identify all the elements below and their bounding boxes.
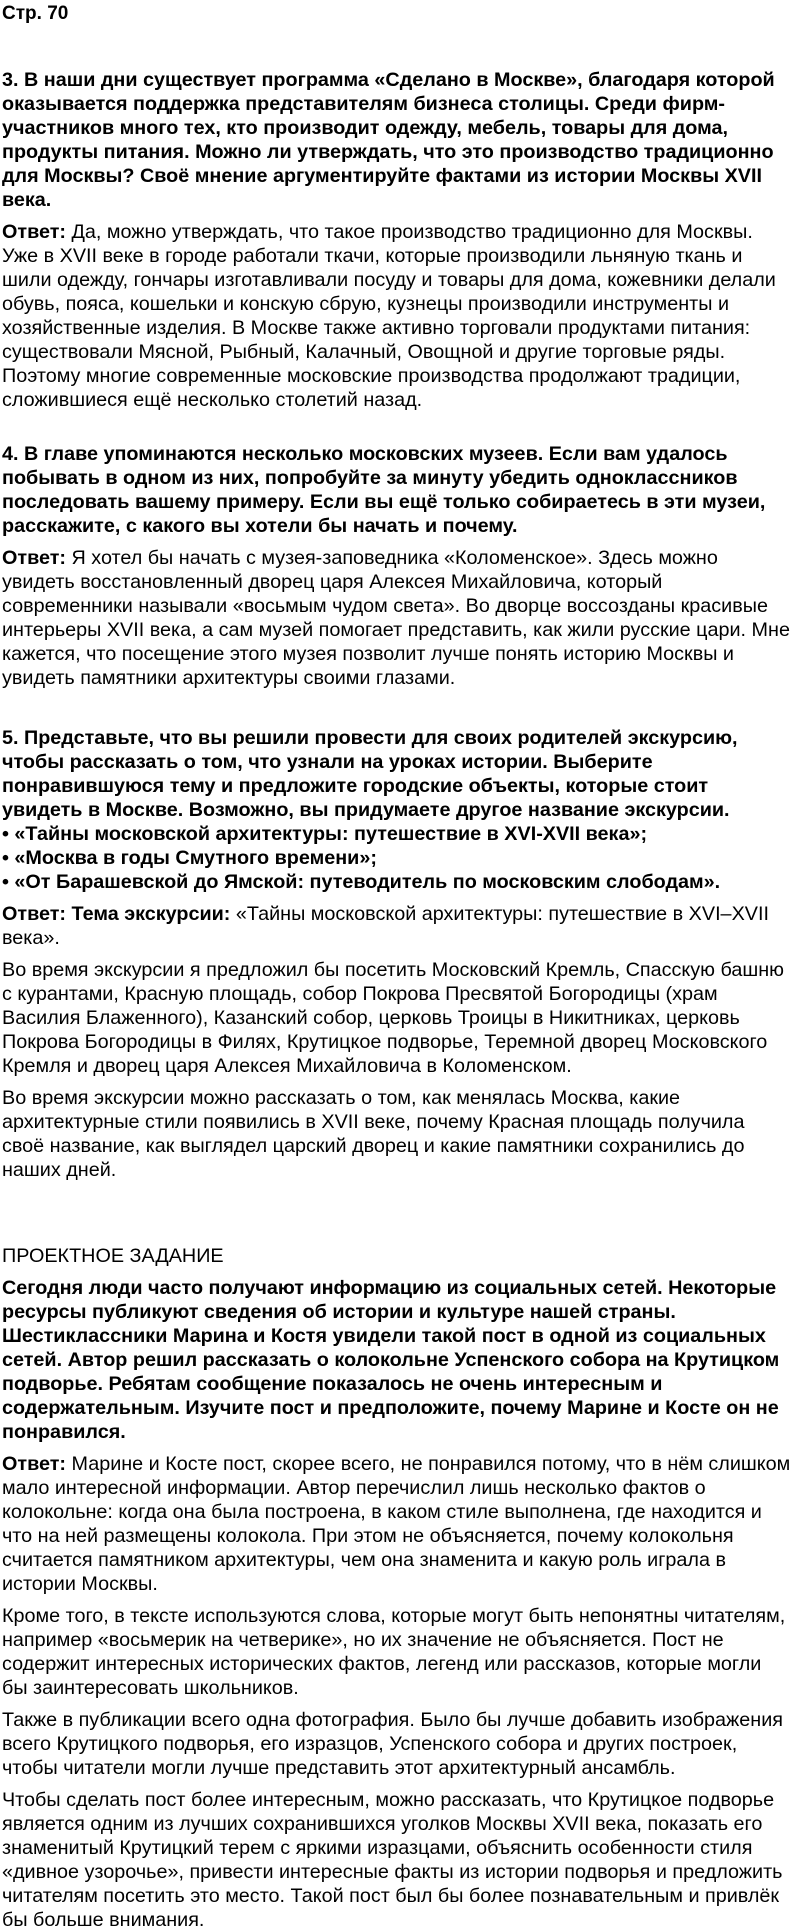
task-4-question: 4. В главе упоминаются несколько московских музеев. Если вам удалось побывать в одном из них, попробуйте за минуту убедить одноклассников последовать вашему примеру. Если вы ещё только собираетесь в эти музеи, расскажите, с какого вы хотели бы начать и почему.: [2, 443, 766, 537]
excursion-option: • «От Барашевской до Ямской: путеводитель по московским слободам».: [2, 871, 721, 893]
task-5-question: 5. Представьте, что вы решили провести для своих родителей экскурсию, чтобы рассказать о том, что узнали на уроках истории. Выберите понравившуюся тему и предложите городские объекты, которые стоит увидеть в Москве. Возможно, вы придумаете другое название экскурсии.: [2, 727, 738, 821]
project-paragraph: Также в публикации всего одна фотография. Было бы лучше добавить изображения всего Крутицкого подворья, его изразцов, Успенского собора и других построек, чтобы читатели могли лучше представить этот архитектурный ансамбль.: [2, 1709, 783, 1779]
task-4: [2, 442, 792, 690]
task-5: [2, 726, 792, 1182]
excursion-option: • «Тайны московской архитектуры: путешествие в XVI-XVII века»;: [2, 823, 648, 845]
answer-label: Ответ:: [2, 221, 66, 243]
answer-text: Марине и Косте пост, скорее всего, не понравился потому, что в нём слишком мало интересной информации. Автор перечислил лишь несколько фактов о колокольне: когда она была построена, в каком стиле выполнена, где находится и что на ней размещены колокола. При этом не объясняется, почему колокольня считается памятником архитектуры, чем она знаменита и какую роль играла в истории Москвы.: [2, 1453, 791, 1595]
project-heading: ПРОЕКТНОЕ ЗАДАНИЕ: [2, 1245, 224, 1267]
excursion-option: • «Москва в годы Смутного времени»;: [2, 847, 377, 869]
project-question: Сегодня люди часто получают информацию из социальных сетей. Некоторые ресурсы публикуют сведения об истории и культуре нашей страны. Шестиклассники Марина и Костя увидели такой пост в одной из социальных сетей. Автор решил рассказать о колокольне Успенского собора на Крутицком подворье. Ребятам сообщение показалось не очень интересным и содержательным. Изучите пост и предположите, почему Марине и Косте он не понравился.: [2, 1277, 780, 1443]
task-5-paragraph: Во время экскурсии можно рассказать о том, как менялась Москва, какие архитектурные стили появились в XVII веке, почему Красная площадь получила своё название, как выглядел царский дворец и какие памятники сохранились до наших дней.: [2, 1087, 745, 1181]
project-answer: [2, 1452, 792, 1596]
task-4-answer: [2, 546, 792, 690]
task-3-answer: [2, 220, 792, 412]
answer-text: «Тайны московской архитектуры: путешествие в XVI–XVII века».: [2, 903, 769, 949]
task-3-question: 3. В наши дни существует программа «Сделано в Москве», благодаря которой оказывается поддержка представителям бизнеса столицы. Среди фирм-участников много тех, кто производит одежду, мебель, товары для дома, продукты питания. Можно ли утверждать, что это производство традиционно для Москвы? Своё мнение аргументируйте фактами из истории Москвы XVII века.: [2, 69, 775, 211]
project-paragraph: Чтобы сделать пост более интересным, можно рассказать, что Крутицкое подворье является одним из лучших сохранившихся уголков Москвы XVII века, показать его знаменитый Крутицкий терем с яркими изразцами, объяснить особенности стиля «дивное узорочье», привести интересные факты из истории подворья и предложить читателям посетить это место. Такой пост был бы более познавательным и привлёк бы больше внимания.: [2, 1789, 783, 1931]
task-5-paragraph: Во время экскурсии я предложил бы посетить Московский Кремль, Спасскую башню с курантами, Красную площадь, собор Покрова Пресвятой Богородицы (храм Василия Блаженного), Казанский собор, церковь Троицы в Никитниках, церковь Покрова Богородицы в Филях, Крутицкое подворье, Теремной дворец Московского Кремля и дворец царя Алексея Михайловича в Коломенском.: [2, 959, 785, 1077]
answer-label: Ответ:: [2, 1453, 66, 1475]
answer-text: Я хотел бы начать с музея-заповедника «Коломенское». Здесь можно увидеть восстановленный дворец царя Алексея Михайловича, который современники называли «восьмым чудом света». Во дворце воссозданы красивые интерьеры XVII века, а сам музей помогает представить, как жили русские цари. Мне кажется, что посещение этого музея позволит лучше понять историю Москвы и увидеть памятники архитектуры своими глазами.: [2, 547, 790, 689]
project-paragraph: Кроме того, в тексте используются слова, которые могут быть непонятны читателям, например «восьмерик на четверике», но их значение не объясняется. Пост не содержит интересных исторических фактов, легенд или рассказов, которые могли бы заинтересовать школьников.: [2, 1605, 786, 1699]
task-3: [2, 68, 792, 412]
answer-text: Да, можно утверждать, что такое производство традиционно для Москвы. Уже в XVII веке в городе работали ткачи, которые производили льняную ткань и шили одежду, гончары изготавливали посуду и товары для дома, кожевники делали обувь, пояса, кошельки и конскую сбрую, кузнецы производили инструменты и хозяйственные изделия. В Москве также активно торговали продуктами питания: существовали Мясной, Рыбный, Калачный, Овощной и другие торговые ряды. Поэтому многие современные московские производства продолжают традиции, сложившиеся ещё несколько столетий назад.: [2, 221, 776, 411]
project-task: [2, 1244, 792, 1932]
answer-label: Ответ:: [2, 547, 66, 569]
task-5-answer: [2, 902, 792, 950]
answer-label: Ответ: Тема экскурсии:: [2, 903, 231, 925]
page-number: Стр. 70: [2, 3, 69, 24]
